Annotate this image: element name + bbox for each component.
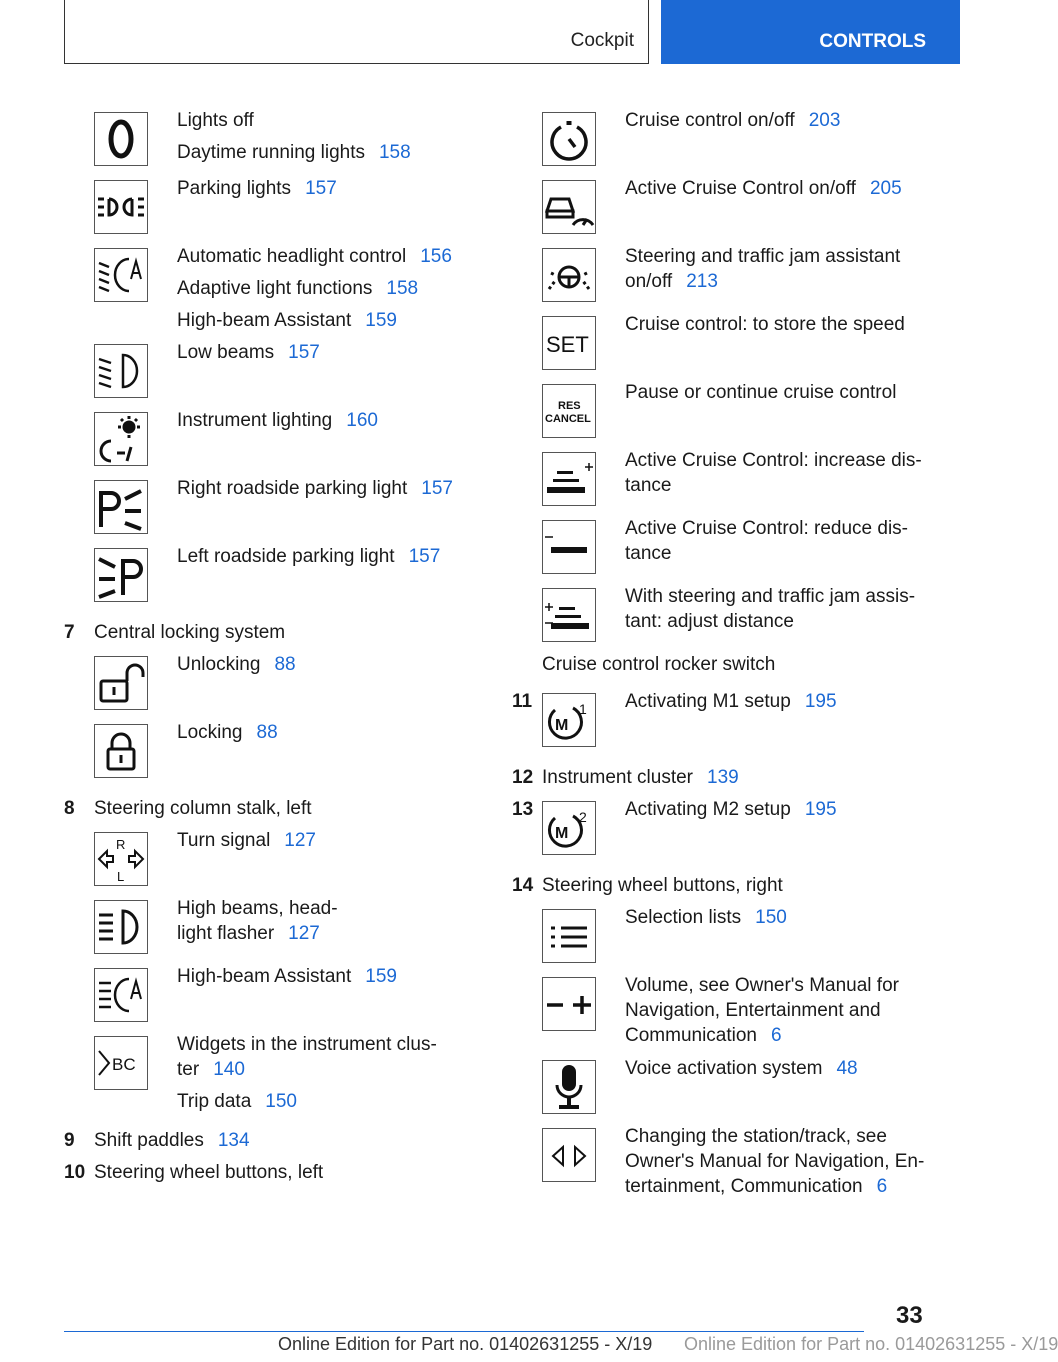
page-ref-link[interactable]: 159: [365, 310, 397, 331]
page-ref-link[interactable]: 139: [707, 767, 739, 788]
page-ref-link[interactable]: 127: [288, 923, 320, 944]
header-section-title: Cockpit: [570, 30, 634, 51]
entry-line: tertainment, Communication 6: [625, 1176, 888, 1197]
entry-line: Voice activation system 48: [625, 1058, 858, 1079]
entry-line: on/off 213: [625, 271, 718, 292]
page-ref-link[interactable]: 157: [408, 546, 441, 567]
instrument-lighting-icon: [94, 412, 148, 466]
entry-line: Active Cruise Control: reduce dis-: [625, 518, 908, 539]
entry-line: Changing the station/track, see: [625, 1126, 887, 1147]
svg-text:CANCEL: CANCEL: [545, 413, 591, 425]
page-ref-link[interactable]: 213: [686, 271, 718, 292]
entry-line: Low beams 157: [177, 342, 320, 363]
entry-volume: [512, 973, 932, 1056]
entry-distance-increase: [512, 448, 932, 516]
volume-icon: [542, 977, 596, 1031]
entry-steering-assistant: [512, 244, 932, 312]
entry-line: Pause or continue cruise control: [625, 382, 897, 403]
turn-signal-icon: [94, 832, 148, 886]
entry-cruise-control: [512, 108, 932, 176]
entry-low-beams: [64, 340, 464, 408]
svg-text:M: M: [555, 717, 569, 734]
rocker-switch-heading: Cruise control rocker switch: [542, 654, 776, 675]
distance-adjust-icon: [542, 588, 596, 642]
entry-line: Trip data 150: [177, 1091, 297, 1112]
entry-line: High-beam Assistant 159: [177, 310, 397, 331]
selection-list-icon: [542, 909, 596, 963]
entry-line: Activating M2 setup 195: [625, 799, 837, 820]
svg-text:1: 1: [579, 701, 587, 717]
entry-line: Cruise control: to store the speed: [625, 314, 905, 335]
bc-button-icon: [94, 1036, 148, 1090]
section-10-heading: 10 Steering wheel buttons, left: [64, 1162, 324, 1183]
lock-icon: [94, 724, 148, 778]
res-cancel-icon: [542, 384, 596, 438]
entry-parking-lights: [64, 176, 464, 244]
lights-off-icon: [94, 112, 148, 166]
entry-distance-adjust: [512, 584, 932, 652]
svg-text:BC: BC: [112, 1055, 136, 1074]
svg-text:M: M: [555, 825, 569, 842]
entry-station-track: [512, 1124, 932, 1207]
entry-unlocking: [64, 652, 464, 720]
svg-text:RES: RES: [558, 400, 581, 412]
page-ref-link[interactable]: 203: [808, 110, 841, 131]
entry-line: Turn signal 127: [177, 830, 316, 851]
header-section-box: [64, 0, 649, 64]
entry-right-parking-light: [64, 476, 464, 544]
cruise-control-icon: [542, 112, 596, 166]
entry-voice-activation: [512, 1056, 932, 1124]
station-track-icon: [542, 1128, 596, 1182]
page-ref-link[interactable]: 157: [421, 478, 453, 499]
entry-line: Unlocking 88: [177, 654, 296, 675]
right-column: [512, 108, 932, 1207]
section-11-entry: [512, 689, 932, 765]
entry-line: Volume, see Owner's Manual for: [625, 975, 899, 996]
svg-text:2: 2: [579, 809, 587, 825]
section-12-heading: 12 Instrument cluster 139: [512, 767, 739, 788]
section-8-heading: 8 Steering column stalk, left: [64, 798, 312, 819]
page-ref-link[interactable]: 88: [274, 654, 296, 675]
entry-set-button: [512, 312, 932, 380]
entry-line: ter 140: [177, 1059, 245, 1080]
svg-text:L: L: [117, 869, 125, 884]
entry-high-beam-assistant: [64, 964, 464, 1032]
section-9-heading: 9 Shift paddles 134: [64, 1130, 250, 1151]
page-ref-link[interactable]: 158: [386, 278, 419, 299]
header-chapter-title: CONTROLS: [819, 31, 926, 52]
entry-line: Locking 88: [177, 722, 278, 743]
entry-turn-signal: [64, 828, 464, 896]
entry-line: Communication 6: [625, 1025, 782, 1046]
footer-divider: [64, 1331, 864, 1332]
m1-setup-icon: [542, 693, 596, 747]
section-7-heading: 7 Central locking system: [64, 622, 286, 643]
page-ref-link[interactable]: 127: [284, 830, 316, 851]
distance-reduce-icon: [542, 520, 596, 574]
right-parking-light-icon: [94, 480, 148, 534]
entry-bc-button: [64, 1032, 464, 1128]
entry-lights-off: [64, 108, 464, 176]
entry-line: Widgets in the instrument clus-: [177, 1034, 437, 1055]
entry-automatic-headlight: [64, 244, 464, 340]
entry-locking: [64, 720, 464, 796]
entry-line: Selection lists 150: [625, 907, 787, 928]
entry-line: Lights off: [177, 110, 254, 131]
entry-line: Steering and traffic jam assistant: [625, 246, 901, 267]
svg-text:SET: SET: [546, 332, 589, 357]
distance-increase-icon: [542, 452, 596, 506]
left-column: [64, 108, 464, 1192]
page-ref-link[interactable]: 156: [420, 246, 452, 267]
entry-line: Parking lights 157: [177, 178, 337, 199]
microphone-icon: [542, 1060, 596, 1114]
m2-setup-icon: [542, 801, 596, 855]
high-beams-icon: [94, 900, 148, 954]
entry-line: With steering and traffic jam assis-: [625, 586, 916, 607]
page-ref-link[interactable]: 205: [869, 178, 902, 199]
left-parking-light-icon: [94, 548, 148, 602]
entry-line: Activating M1 setup 195: [625, 691, 837, 712]
page-ref-link[interactable]: 158: [378, 142, 411, 163]
page-ref-link[interactable]: 140: [213, 1059, 245, 1080]
page-ref-link[interactable]: 134: [217, 1130, 250, 1151]
section-13-entry: [512, 797, 932, 873]
entry-distance-reduce: [512, 516, 932, 584]
entry-active-cruise-control: [512, 176, 932, 244]
entry-line: Right roadside parking light 157: [177, 478, 453, 499]
entry-left-parking-light: [64, 544, 464, 620]
entry-line: tance: [625, 543, 672, 564]
page-ref-link[interactable]: 157: [305, 178, 337, 199]
page-ref-link[interactable]: 195: [804, 799, 837, 820]
entry-line: Left roadside parking light 157: [177, 546, 441, 567]
page-ref-link[interactable]: 150: [265, 1091, 297, 1112]
page-ref-link[interactable]: 150: [755, 907, 787, 928]
active-cruise-control-icon: [542, 180, 596, 234]
page-ref-link[interactable]: 160: [346, 410, 378, 431]
entry-line: tance: [625, 475, 672, 496]
entry-selection-lists: [512, 905, 932, 973]
set-button-icon: [542, 316, 596, 370]
page-ref-link[interactable]: 195: [804, 691, 837, 712]
page-ref-link[interactable]: 159: [365, 966, 397, 987]
automatic-headlight-icon: [94, 248, 148, 302]
unlock-icon: [94, 656, 148, 710]
entry-line: Navigation, Entertainment and: [625, 1000, 881, 1021]
parking-lights-icon: [94, 180, 148, 234]
entry-line: Adaptive light functions 158: [177, 278, 419, 299]
footer-watermark: Online Edition for Part no. 01402631255 - X/19: [684, 1334, 1058, 1354]
steering-assistant-icon: [542, 248, 596, 302]
section-14-heading: 14 Steering wheel buttons, right: [512, 875, 783, 896]
entry-res-cancel: [512, 380, 932, 448]
svg-text:R: R: [116, 837, 126, 852]
footer-edition: Online Edition for Part no. 01402631255 - X/19: [278, 1334, 653, 1354]
entry-line: High-beam Assistant 159: [177, 966, 397, 987]
entry-line: Active Cruise Control on/off 205: [625, 178, 902, 199]
entry-line: Daytime running lights 158: [177, 142, 411, 163]
entry-line: Instrument lighting 160: [177, 410, 378, 431]
page-ref-link[interactable]: 157: [288, 342, 320, 363]
header-chapter-tab: [661, 0, 960, 64]
page-ref-link[interactable]: 6: [876, 1176, 888, 1197]
entry-line: Owner's Manual for Navigation, En-: [625, 1151, 925, 1172]
entry-instrument-lighting: [64, 408, 464, 476]
page-number: 33: [896, 1302, 923, 1329]
high-beam-assistant-icon: [94, 968, 148, 1022]
entry-line: High beams, head-: [177, 898, 338, 919]
entry-high-beams: [64, 896, 464, 964]
entry-line: light flasher 127: [177, 923, 320, 944]
section-11-number: 11: [512, 691, 533, 712]
entry-line: Automatic headlight control 156: [177, 246, 452, 267]
section-13-number: 13: [512, 799, 534, 820]
entry-line: Active Cruise Control: increase dis-: [625, 450, 922, 471]
page-ref-link[interactable]: 6: [771, 1025, 782, 1046]
low-beams-icon: [94, 344, 148, 398]
page-ref-link[interactable]: 48: [836, 1058, 858, 1079]
entry-line: Cruise control on/off 203: [625, 110, 841, 131]
page-ref-link[interactable]: 88: [256, 722, 278, 743]
entry-line: tant: adjust distance: [625, 611, 794, 632]
